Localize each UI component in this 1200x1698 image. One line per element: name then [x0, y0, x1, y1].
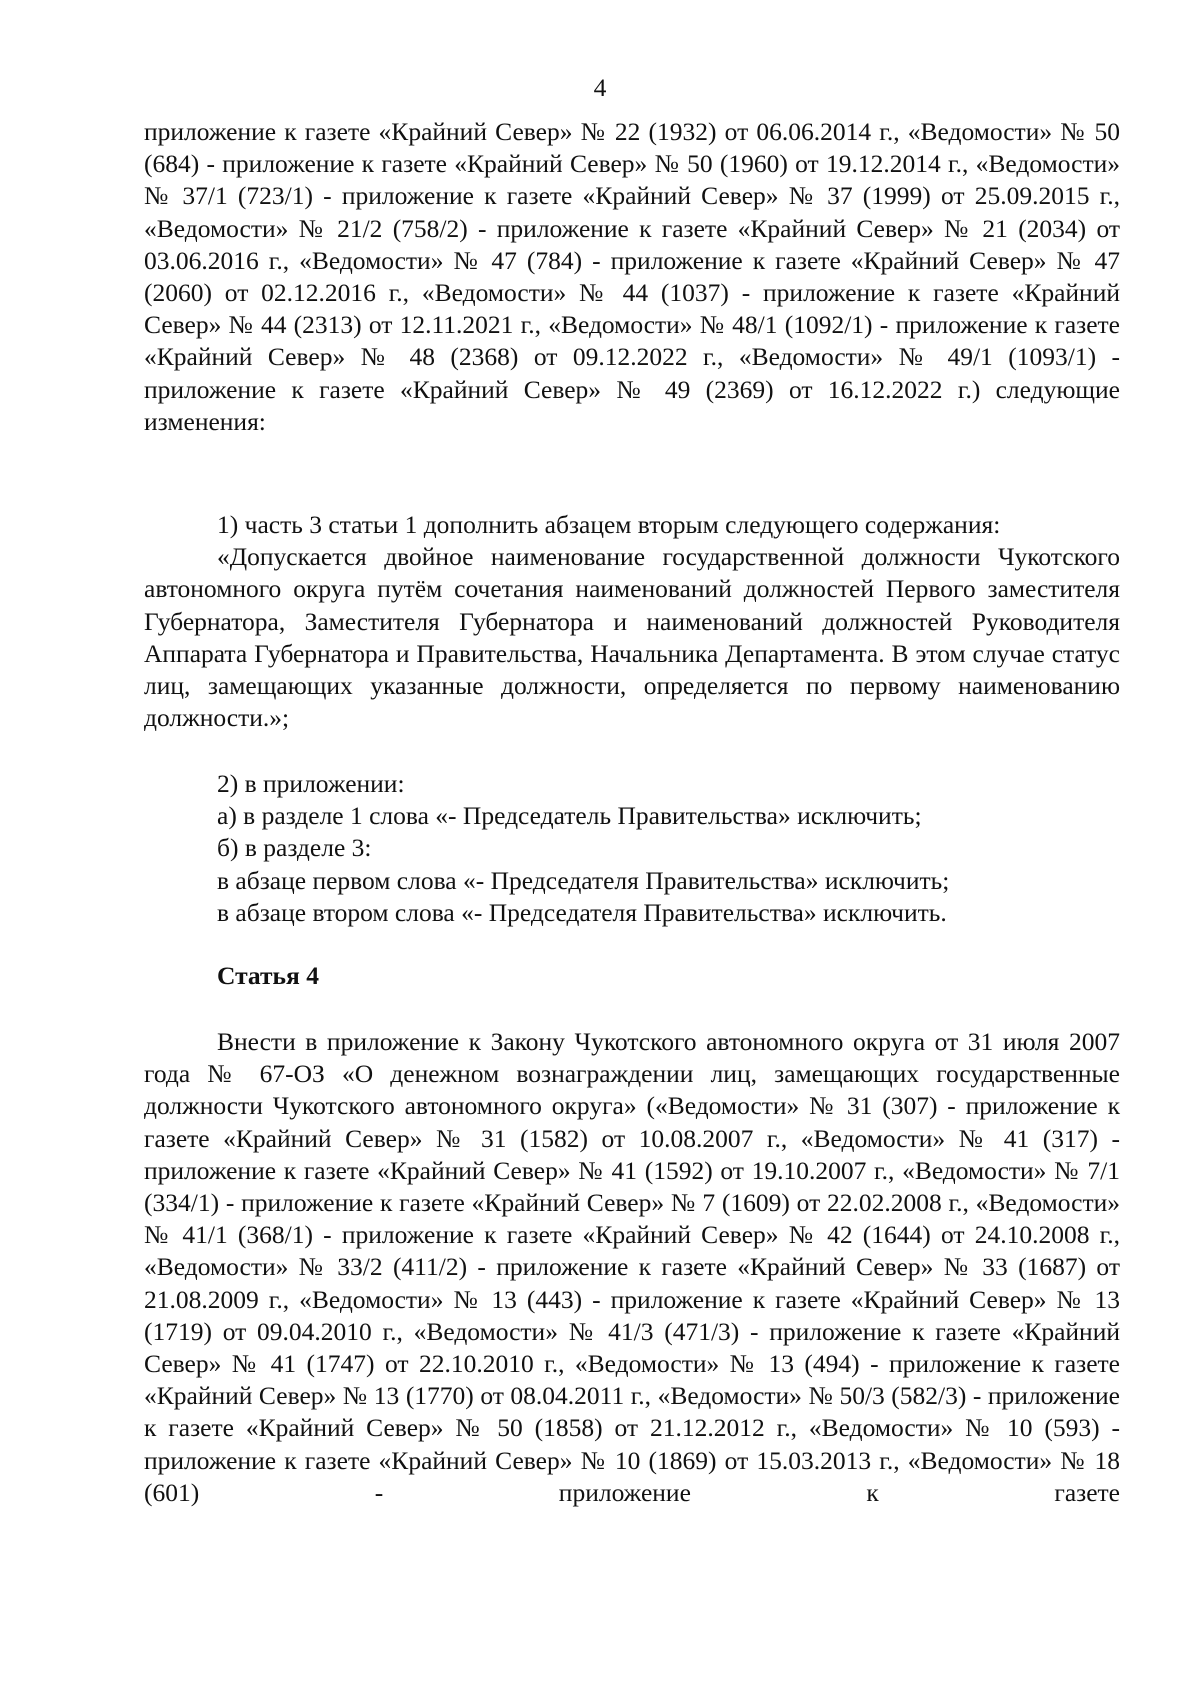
item-1-quote: «Допускается двойное наименование государственной должности Чукотского автономного округа путём сочетания наименований должностей Первого заместителя Губернатора, Заместителя Губернатора и наименований должностей Руководителя Аппарата Губернатора и Правительства, Начальника Департамента. В этом случае статус лиц, замещающих указанные должности, определяется по первому наименованию должности.»;: [144, 542, 1120, 733]
item-1-block: [144, 509, 1120, 734]
article-heading-block: [144, 960, 1120, 992]
continued-paragraph: приложение к газете «Крайний Север» № 22 (1932) от 06.06.2014 г., «Ведомости» № 50 (684) - приложение к газете «Крайний Север» № 50 (1960) от 19.12.2014 г., «Ведомости» № 37/1 (723/1) - приложение к газете «Крайний Север» № 37 (1999) от 25.09.2015 г., «Ведомости» № 21/2 (758/2) - приложение к газете «Крайний Север» № 21 (2034) от 03.06.2016 г., «Ведомости» № 47 (784) - приложение к газете «Крайний Север» № 47 (2060) от 02.12.2016 г., «Ведомости» № 44 (1037) - приложение к газете «Крайний Север» № 44 (2313) от 12.11.2021 г., «Ведомости» № 48/1 (1092/1) - приложение к газете «Крайний Север» № 48 (2368) от 09.12.2022 г., «Ведомости» № 49/1 (1093/1) - приложение к газете «Крайний Север» № 49 (2369) от 16.12.2022 г.) следующие изменения:: [144, 117, 1120, 436]
item-2-line: 2) в приложении:: [217, 769, 405, 798]
item-2-line: б) в разделе 3:: [217, 833, 372, 863]
item-2-line: в абзаце втором слова «- Председателя Правительства» исключить.: [217, 897, 947, 927]
item-2-block: [144, 768, 1120, 929]
item-1-heading: 1) часть 3 статьи 1 дополнить абзацем вторым следующего содержания:: [217, 510, 1001, 539]
article-4-paragraph: Внести в приложение к Закону Чукотского автономного округа от 31 июля 2007 года № 67-ОЗ «О денежном вознаграждении лиц, замещающих государственные должности Чукотского автономного округа» («Ведомости» № 31 (307) - приложение к газете «Крайний Север» № 31 (1582) от 10.08.2007 г., «Ведомости» № 41 (317) - приложение к газете «Крайний Север» № 41 (1592) от 19.10.2007 г., «Ведомости» № 7/1 (334/1) - приложение к газете «Крайний Север» № 7 (1609) от 22.02.2008 г., «Ведомости» № 41/1 (368/1) - приложение к газете «Крайний Север» № 42 (1644) от 24.10.2008 г., «Ведомости» № 33/2 (411/2) - приложение к газете «Крайний Север» № 33 (1687) от 21.08.2009 г., «Ведомости» № 13 (443) - приложение к газете «Крайний Север» № 13 (1719) от 09.04.2010 г., «Ведомости» № 41/3 (471/3) - приложение к газете «Крайний Север» № 41 (1747) от 22.10.2010 г., «Ведомости» № 13 (494) - приложение к газете «Крайний Север» № 13 (1770) от 08.04.2011 г., «Ведомости» № 50/3 (582/3) - приложение к газете «Крайний Север» № 50 (1858) от 21.12.2012 г., «Ведомости» № 10 (593) - приложение к газете «Крайний Север» № 10 (1869) от 15.03.2013 г., «Ведомости» № 18 (601) - приложение к газете: [144, 1027, 1120, 1507]
item-2-line: в абзаце первом слова «- Председателя Правительства» исключить;: [217, 865, 950, 895]
article-title: Статья 4: [217, 961, 319, 990]
continued-paragraph-block: [144, 116, 1120, 438]
item-2-line: а) в разделе 1 слова «- Председатель Правительства» исключить;: [217, 801, 922, 831]
page-number: 4: [593, 73, 607, 102]
article-4-block: [144, 1026, 1120, 1509]
